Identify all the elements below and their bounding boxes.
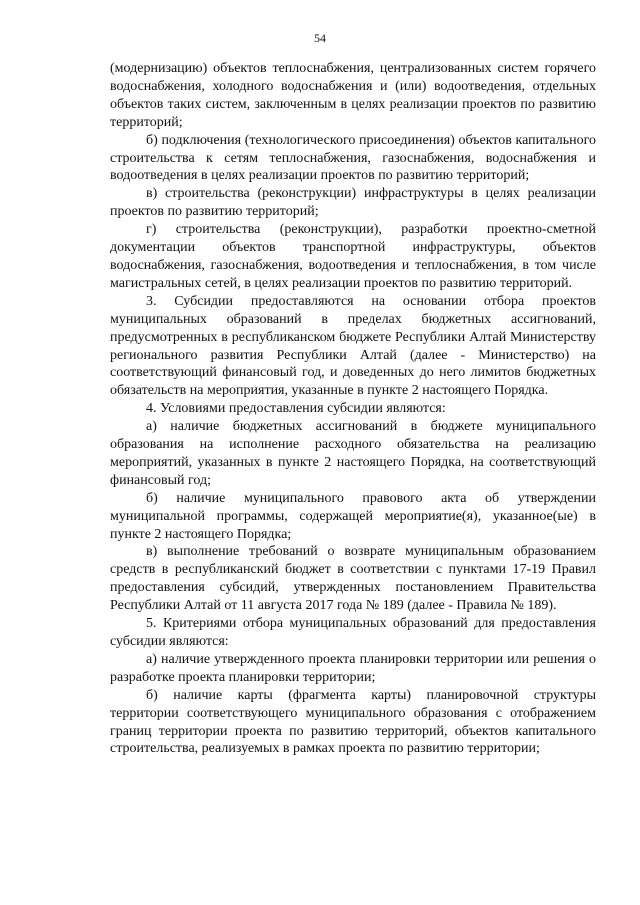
paragraph-4v-refund: в) выполнение требований о возврате муниципальным образованием средств в республиканский бюджет в соответствии с пунктами 17-19 Правил предоставления субсидий, утвержденных постановлением Правительства Республики Алтай от 11 августа 2017 года № 189 (далее - Правила № 189). [110,544,596,614]
paragraph-5-criteria: 5. Критериями отбора муниципальных образований для предоставления субсидии являются: [110,616,596,649]
document-body [110,60,596,758]
paragraph-item-g-construction: г) строительства (реконструкции), разработки проектно-сметной документации объектов транспортной инфраструктуры, объектов водоснабжения, газоснабжения, водоотведения и теплоснабжения, в том числе магистральных сетей, в целях реализации проектов по развитию территорий. [110,222,596,291]
paragraph-3-subsidies: 3. Субсидии предоставляются на основании отбора проектов муниципальных образований в пределах бюджетных ассигнований, предусмотренных в республиканском бюджете Республики Алтай Министерству регионального развития Республики Алтай (далее - Министерство) на соответствующий финансовый год, и доведенных до него лимитов бюджетных обязательств на мероприятия, указанные в пункте 2 настоящего Порядка. [110,293,596,399]
paragraph-5a-plan: а) наличие утвержденного проекта планировки территории или решения о разработке проекта планировки территории; [110,651,596,685]
paragraph-continuation: (модернизацию) объектов теплоснабжения, централизованных систем горячего водоснабжения, холодного водоснабжения и (или) водоотведения, отдельных объектов таких систем, заключенным в целях реализации проектов по развитию территорий; [110,61,596,130]
paragraph-item-b-connection: б) подключения (технологического присоединения) объектов капитального строительства к сетям теплоснабжения, газоснабжения, водоснабжения и водоотведения в целях реализации проектов по развитию территорий; [110,132,596,184]
paragraph-4b-legal-act: б) наличие муниципального правового акта об утверждении муниципальной программы, содержащей мероприятие(я), указанное(ые) в пункте 2 настоящего Порядка; [110,490,596,542]
paragraph-5b-map: б) наличие карты (фрагмента карты) планировочной структуры территории соответствующего муниципального образования с отображением границ территории проекта по развитию территорий, объектов капитального строительства, реализуемых в рамках проекта по развитию территории; [110,687,596,757]
paragraph-4-conditions: 4. Условиями предоставления субсидии являются: [146,401,446,417]
page-number: 54 [314,31,326,45]
paragraph-item-v-construction: в) строительства (реконструкции) инфраструктуры в целях реализации проектов по развитию территорий; [110,186,596,220]
paragraph-4a-budget: а) наличие бюджетных ассигнований в бюджете муниципального образования на исполнение расходного обязательства на реализацию мероприятий, указанных в пункте 2 настоящего Порядка, на соответствующий финансовый год; [110,419,596,488]
